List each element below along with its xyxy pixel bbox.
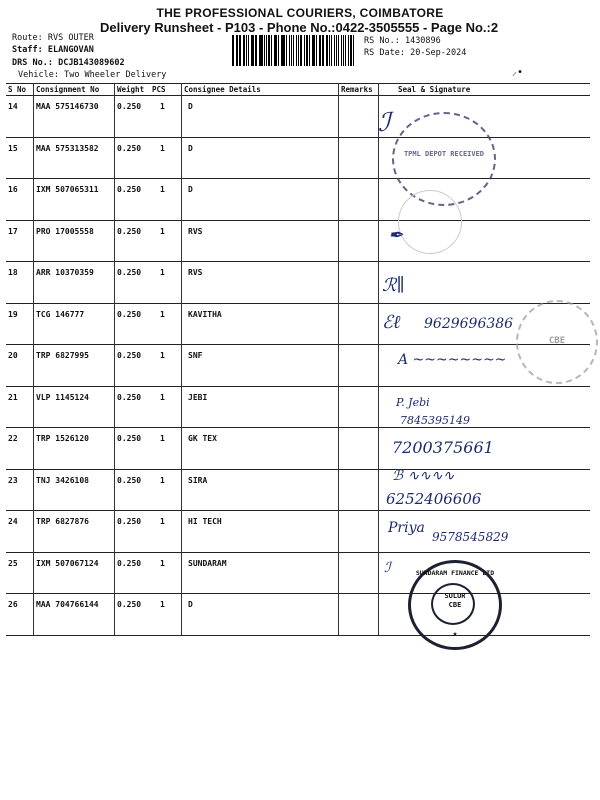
col-divider: [33, 427, 34, 469]
rs-no-label: RS No.:: [364, 36, 400, 46]
col-divider: [378, 137, 379, 179]
rs-no-value: 1430896: [404, 36, 441, 46]
col-divider: [181, 261, 182, 303]
col-divider: [33, 220, 34, 262]
table-row: [6, 386, 590, 428]
sundaram-stamp-city: CBE: [448, 601, 462, 609]
col-divider: [114, 303, 115, 345]
row-pcs: 1: [160, 517, 165, 526]
col-divider: [338, 95, 339, 137]
signature-row23: ℬ ∿∿∿∿: [392, 468, 455, 484]
col-header-sno: S No: [8, 85, 27, 94]
col-divider: [378, 220, 379, 262]
row-consignment: TRP 6827995: [36, 351, 89, 360]
col-header-pcs: PCS: [152, 85, 166, 94]
table-row: [6, 469, 590, 511]
row-sno: 22: [8, 434, 18, 443]
name-row24: Priya: [388, 520, 425, 536]
table-row: [6, 593, 590, 635]
row-sno: 24: [8, 517, 18, 526]
col-divider: [181, 95, 182, 137]
row-pcs: 1: [160, 351, 165, 360]
row-sno: 16: [8, 185, 18, 194]
tpml-stamp-text: TPML DEPOT RECEIVED: [403, 150, 485, 158]
col-divider: [378, 469, 379, 511]
table-row: [6, 220, 590, 262]
col-divider: [114, 510, 115, 552]
row-pcs: 1: [160, 102, 165, 111]
row-sno: 20: [8, 351, 18, 360]
col-divider: [181, 386, 182, 428]
row-rule: [6, 635, 590, 636]
route-line: [12, 33, 94, 43]
row-consignee: KAVITHA: [188, 309, 222, 319]
phone-row21: 7845395149: [400, 414, 470, 427]
staff-value: ELANGOVAN: [47, 45, 94, 55]
row-consignment: MAA 575313582: [36, 143, 99, 153]
col-divider: [114, 137, 115, 179]
row-pcs: 1: [160, 226, 165, 236]
row-pcs: 1: [160, 392, 165, 402]
row-weight: 0.250: [117, 392, 142, 402]
row-consignee: D: [188, 185, 193, 194]
col-divider: [338, 261, 339, 303]
col-divider: [181, 552, 182, 594]
col-divider: [378, 303, 379, 345]
col-header-seal: Seal & Signature: [398, 85, 471, 94]
row-sno: 17: [8, 226, 18, 236]
runsheet-subtitle: Delivery Runsheet - P103 - Phone No.:0422-3505555 - Page No.:2: [100, 20, 499, 35]
col-divider: [33, 137, 34, 179]
row-consignee: RVS: [188, 268, 203, 277]
row-weight: 0.250: [117, 268, 142, 277]
row-sno: 23: [8, 475, 18, 485]
col-divider: [378, 178, 379, 220]
row-consignment: IXM 507065311: [36, 185, 99, 194]
col-divider: [181, 83, 182, 95]
col-divider: [338, 303, 339, 345]
row-consignee: JEBI: [188, 392, 208, 402]
phone-row24: 9578545829: [432, 530, 509, 544]
col-divider: [181, 178, 182, 220]
row-sno: 15: [8, 143, 18, 153]
drs-value: DCJB143089602: [58, 58, 125, 68]
drs-line: [12, 58, 125, 68]
row-weight: 0.250: [117, 102, 142, 111]
table-row: [6, 261, 590, 303]
row-consignment: TCG 146777: [36, 309, 85, 319]
col-divider: [378, 593, 379, 635]
col-divider: [33, 344, 34, 386]
row-weight: 0.250: [117, 558, 142, 568]
cbe-stamp-text: CBE: [548, 336, 566, 346]
row-weight: 0.250: [117, 143, 142, 153]
row-consignee: SUNDARAM: [188, 558, 227, 568]
col-divider: [114, 83, 115, 95]
signature-row14: ℐ: [378, 108, 391, 138]
rs-date-line: [364, 48, 466, 58]
col-divider: [33, 95, 34, 137]
rs-date-label: RS Date:: [364, 48, 405, 58]
col-divider: [114, 552, 115, 594]
col-divider: [33, 552, 34, 594]
col-divider: [114, 469, 115, 511]
col-divider: [33, 510, 34, 552]
col-divider: [114, 593, 115, 635]
tpml-stamp: [392, 112, 496, 206]
col-divider: [378, 427, 379, 469]
col-divider: [114, 261, 115, 303]
drs-label: DRS No.:: [12, 58, 53, 68]
row-consignment: TNJ 3426108: [36, 475, 89, 485]
col-divider: [181, 137, 182, 179]
col-divider: [338, 344, 339, 386]
col-divider: [338, 137, 339, 179]
col-divider: [378, 261, 379, 303]
col-divider: [338, 552, 339, 594]
faint-stamp: [398, 190, 462, 254]
name-row21: P. Jebi: [396, 396, 430, 409]
col-header-remarks: Remarks: [341, 85, 373, 94]
row-sno: 26: [8, 600, 18, 609]
col-header-consignee: Consignee Details: [184, 85, 261, 94]
col-divider: [378, 344, 379, 386]
row-consignment: TRP 6827876: [36, 517, 89, 526]
sundaram-stamp: [408, 560, 502, 650]
col-divider: [33, 593, 34, 635]
barcode: [232, 35, 356, 66]
row-pcs: 1: [160, 268, 165, 277]
row-consignment: TRP 1526120: [36, 434, 89, 443]
row-sno: 19: [8, 309, 18, 319]
col-divider: [33, 178, 34, 220]
row-weight: 0.250: [117, 185, 142, 194]
col-divider: [338, 593, 339, 635]
pen-mark: ⸝•: [512, 67, 524, 78]
col-divider: [378, 510, 379, 552]
cbe-stamp: [516, 300, 598, 384]
rs-date-value: 20-Sep-2024: [410, 48, 467, 58]
phone-row22: 7200375661: [392, 438, 494, 457]
col-divider: [181, 344, 182, 386]
col-divider: [378, 386, 379, 428]
col-divider: [33, 261, 34, 303]
col-divider: [181, 510, 182, 552]
row-weight: 0.250: [117, 475, 142, 485]
phone-row19: 9629696386: [424, 316, 514, 332]
row-weight: 0.250: [117, 351, 142, 360]
col-divider: [181, 303, 182, 345]
signature-row17: ✒︎: [388, 225, 404, 246]
rs-no-line: [364, 36, 441, 46]
col-divider: [338, 83, 339, 95]
col-divider: [33, 303, 34, 345]
row-consignee: D: [188, 143, 193, 153]
col-divider: [114, 220, 115, 262]
row-consignee: SIRA: [188, 475, 208, 485]
col-divider: [181, 220, 182, 262]
sundaram-stamp-name: SUNDARAM FINANCE LTD: [415, 569, 495, 577]
row-consignee: GK TEX: [188, 434, 217, 443]
sundaram-stamp-place: SULUR: [444, 592, 466, 600]
signature-row19: ℰℓ: [382, 312, 401, 333]
row-pcs: 1: [160, 558, 165, 568]
col-divider: [114, 386, 115, 428]
col-divider: [181, 427, 182, 469]
col-divider: [338, 469, 339, 511]
col-divider: [338, 178, 339, 220]
col-divider: [33, 469, 34, 511]
row-consignee: HI TECH: [188, 517, 222, 526]
row-weight: 0.250: [117, 434, 142, 443]
row-pcs: 1: [160, 185, 165, 194]
col-divider: [33, 386, 34, 428]
col-header-weight: Weight: [117, 85, 145, 94]
row-sno: 14: [8, 102, 18, 111]
col-divider: [378, 552, 379, 594]
staff-label: Staff:: [12, 45, 43, 55]
row-pcs: 1: [160, 434, 165, 443]
vehicle-value: Two Wheeler Delivery: [64, 70, 167, 80]
row-weight: 0.250: [117, 517, 142, 526]
col-divider: [114, 344, 115, 386]
table-row: [6, 427, 590, 469]
row-pcs: 1: [160, 475, 165, 485]
row-consignment: VLP 1145124: [36, 392, 89, 402]
row-consignee: D: [188, 600, 193, 609]
row-pcs: 1: [160, 600, 165, 609]
row-consignment: PRO 17005558: [36, 226, 94, 236]
col-divider: [338, 220, 339, 262]
row-consignment: MAA 704766144: [36, 600, 99, 609]
star-icon: ★: [452, 629, 458, 638]
table-row: [6, 137, 590, 179]
company-title: THE PROFESSIONAL COURIERS, COIMBATORE: [156, 6, 444, 20]
col-divider: [338, 427, 339, 469]
signature-row18: ℛ∥: [382, 275, 405, 296]
col-divider: [338, 386, 339, 428]
row-sno: 21: [8, 392, 18, 402]
row-consignee: SNF: [188, 351, 203, 360]
row-weight: 0.250: [117, 309, 142, 319]
col-divider: [338, 510, 339, 552]
table-row: [6, 552, 590, 594]
row-consignment: MAA 575146730: [36, 102, 99, 111]
route-value: RVS OUTER: [47, 33, 94, 43]
vehicle-label: Vehicle:: [18, 70, 59, 80]
col-divider: [114, 427, 115, 469]
signature-row20: A ~~~~~~~~: [398, 352, 507, 368]
row-consignee: D: [188, 102, 193, 111]
row-sno: 25: [8, 558, 18, 568]
col-divider: [114, 178, 115, 220]
row-consignment: IXM 507067124: [36, 558, 99, 568]
row-weight: 0.250: [117, 600, 142, 609]
col-divider: [33, 83, 34, 95]
row-pcs: 1: [160, 143, 165, 153]
row-pcs: 1: [160, 309, 165, 319]
table-row: [6, 178, 590, 220]
table-row: [6, 95, 590, 137]
table-top-rule: [6, 83, 590, 84]
col-header-consignment: Consignment No: [36, 85, 100, 94]
staff-line: [12, 45, 94, 55]
col-divider: [114, 95, 115, 137]
row-weight: 0.250: [117, 226, 142, 236]
col-divider: [181, 469, 182, 511]
phone-row23: 6252406606: [386, 490, 482, 508]
col-divider: [181, 593, 182, 635]
route-label: Route:: [12, 33, 43, 43]
col-divider: [378, 83, 379, 95]
row-consignment: ARR 10370359: [36, 268, 94, 277]
row-sno: 18: [8, 268, 18, 277]
vehicle-line: [18, 70, 166, 80]
signature-row25: ℐ: [384, 560, 391, 576]
row-consignee: RVS: [188, 226, 203, 236]
